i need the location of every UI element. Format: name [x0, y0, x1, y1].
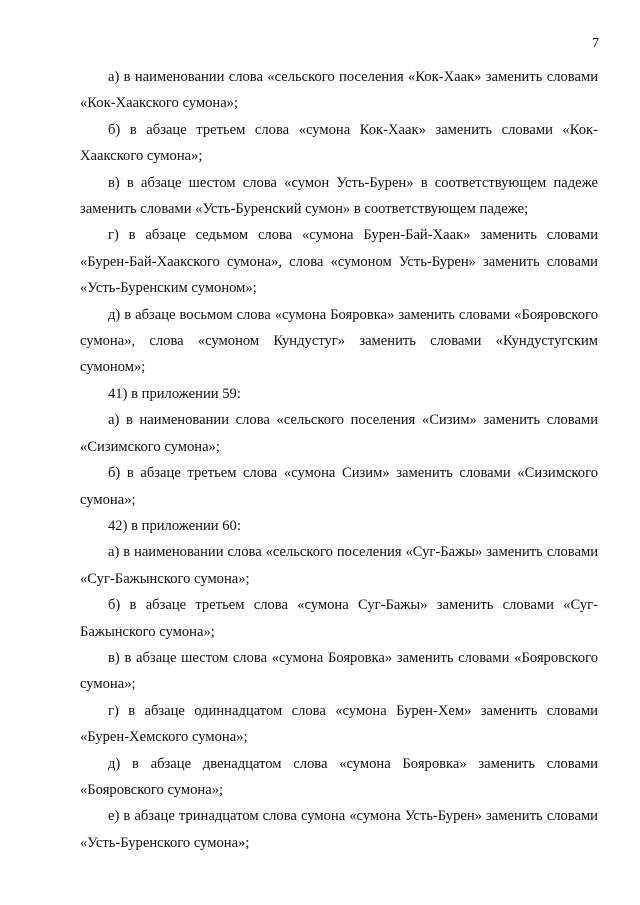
paragraph: г) в абзаце седьмом слова «сумона Бурен-Бай-Хаак» заменить словами «Бурен-Бай-Хаакского сумона», слова «сумоном Усть-Бурен» заменить словами «Усть-Буренским сумоном»;	[80, 227, 598, 297]
paragraph: б) в абзаце третьем слова «сумона Суг-Бажы» заменить словами «Суг-Бажынского сумона»;	[80, 597, 598, 640]
page-number: 7	[592, 36, 599, 51]
paragraph: 41) в приложении 59:	[108, 385, 241, 402]
document-body	[80, 64, 598, 856]
paragraph: д) в абзаце двенадцатом слова «сумона Бояровка» заменить словами «Бояровского сумона»;	[80, 755, 598, 798]
paragraph: г) в абзаце одиннадцатом слова «сумона Бурен-Хем» заменить словами «Бурен-Хемского сумона»;	[80, 702, 598, 746]
paragraph: б) в абзаце третьем слова «сумона Кок-Хаак» заменить словами «Кок-Хаакского сумона»;	[80, 121, 598, 165]
paragraph: в) в абзаце шестом слова «сумон Усть-Бурен» в соответствующем падеже заменить словами «Усть-Буренский сумон» в соответствующем падеже;	[80, 174, 598, 218]
paragraph: а) в наименовании слова «сельского поселения «Кок-Хаак» заменить словами «Кок-Хаакского сумона»;	[80, 69, 598, 112]
paragraph: а) в наименовании слова «сельского поселения «Сизим» заменить словами «Сизимского сумона»;	[80, 412, 598, 455]
paragraph: 42) в приложении 60:	[108, 517, 241, 534]
paragraph: д) в абзаце восьмом слова «сумона Бояровка» заменить словами «Бояровского сумона», слова «сумоном Кундустуг» заменить словами «Кундустугским сумоном»;	[80, 306, 598, 376]
paragraph: а) в наименовании слова «сельского поселения «Суг-Бажы» заменить словами «Суг-Бажынского сумона»;	[80, 544, 598, 587]
paragraph: в) в абзаце шестом слова «сумона Бояровка» заменить словами «Бояровского сумона»;	[80, 649, 598, 693]
paragraph: е) в абзаце тринадцатом слова сумона «сумона Усть-Бурен» заменить словами «Усть-Буренского сумона»;	[80, 808, 598, 851]
paragraph: б) в абзаце третьем слова «сумона Сизим» заменить словами «Сизимского сумона»;	[80, 465, 598, 508]
